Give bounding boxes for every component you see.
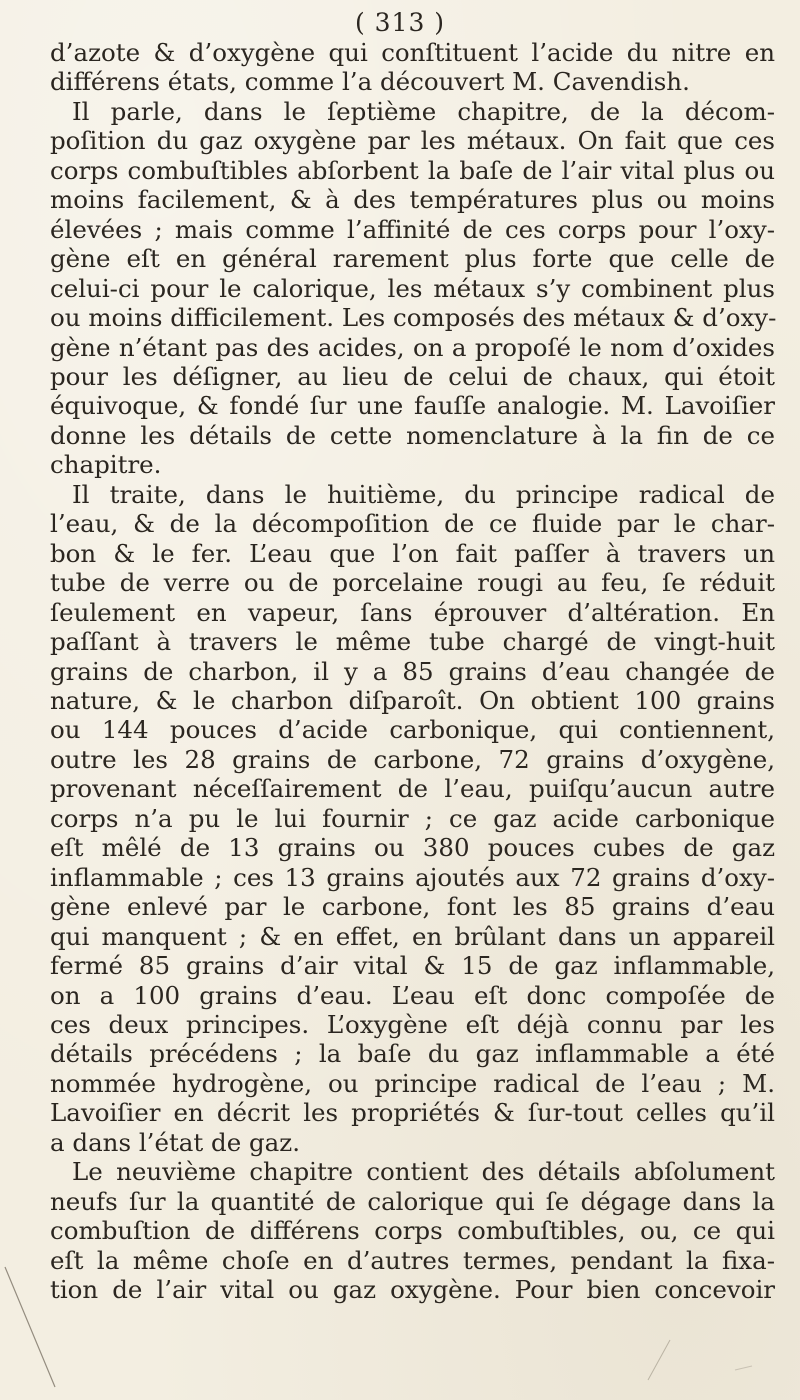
text-line: qui manquent ; & en effet, en brûlant dans un appareil (50, 921, 775, 951)
text-line: on a 100 grains d’eau. L’eau eſt donc compoſée de (50, 980, 775, 1010)
text-line: tube de verre ou de porcelaine rougi au feu, ſe réduit (50, 568, 775, 598)
text-line: outre les 28 grains de carbone, 72 grains d’oxygène, (50, 744, 775, 774)
paragraph-2 (50, 97, 775, 480)
text-line: ces deux principes. L’oxygène eſt déjà connu par les (50, 1009, 775, 1039)
text-line: gène eſt en général rarement plus forte que celle de (50, 244, 775, 274)
text-line: Le neuvième chapitre contient des détails abſolument (72, 1157, 775, 1187)
text-line: d’azote & d’oxygène qui conſtituent l’acide du nitre en (50, 38, 775, 67)
text-line: ou moins difficilement. Les composés des métaux & d’oxy- (50, 303, 777, 333)
paragraph-4 (50, 1157, 775, 1304)
text-line: détails précédens ; la baſe du gaz inflammable a été (50, 1039, 775, 1069)
paragraph-3 (50, 480, 775, 1157)
text-line: chapitre. (50, 450, 162, 480)
text-line: donne les détails de cette nomenclature à la fin de ce (50, 420, 775, 450)
text-line: provenant néceſſairement de l’eau, puiſqu’aucun autre (50, 774, 775, 804)
text-line: nommée hydrogène, ou principe radical de l’eau ; M. (50, 1068, 775, 1098)
text-line: Lavoiſier en décrit les propriétés & ſur-tout celles qu’il (50, 1098, 775, 1128)
text-line: Il traite, dans le huitième, du principe radical de (72, 479, 775, 509)
text-line: combuſtion de différens corps combuſtibles, ou, ce qui (50, 1216, 775, 1246)
text-line: gène n’étant pas des acides, on a propoſé le nom d’oxides (50, 332, 775, 362)
text-line: bon & le fer. L’eau que l’on fait paſſer à travers un (50, 538, 775, 568)
text-line: moins facilement, & à des températures plus ou moins (50, 185, 775, 215)
text-line: ou 144 pouces d’acide carbonique, qui contiennent, (50, 715, 775, 745)
text-line: celui-ci pour le calorique, les métaux s’y combinent plus (50, 273, 775, 303)
text-line: eſt la même choſe en d’autres termes, pendant la fixa- (50, 1245, 775, 1275)
text-line: élevées ; mais comme l’affinité de ces corps pour l’oxy- (50, 214, 775, 244)
text-line: ſeulement en vapeur, ſans éprouver d’altération. En (50, 597, 775, 627)
text-line: eſt mêlé de 13 grains ou 380 pouces cubes de gaz (50, 833, 775, 863)
text-line: grains de charbon, il y a 85 grains d’eau changée de (50, 656, 775, 686)
text-line: corps n’a pu le lui fournir ; ce gaz acide carbonique (50, 803, 775, 833)
text-line: a dans l’état de gaz. (50, 1127, 300, 1157)
text-line: différens états, comme l’a découvert M. Cavendish. (50, 67, 690, 97)
text-line: gène enlevé par le carbone, font les 85 grains d’eau (50, 892, 775, 922)
text-line: fermé 85 grains d’air vital & 15 de gaz inflammable, (50, 951, 775, 981)
paragraph-1 (50, 38, 775, 97)
text-line: paſſant à travers le même tube chargé de vingt-huit (50, 627, 775, 657)
text-line: inflammable ; ces 13 grains ajoutés aux 72 grains d’oxy- (50, 862, 775, 892)
page-number: ( 313 ) (354, 8, 446, 37)
text-line: équivoque, & fondé ſur une fauſſe analogie. M. Lavoiſier (50, 391, 775, 421)
text-line: neufs ſur la quantité de calorique qui ſe dégage dans la (50, 1186, 775, 1216)
text-line: l’eau, & de la décompoſition de ce fluide par le char- (50, 509, 775, 539)
text-line: Il parle, dans le ſeptième chapitre, de la décom- (72, 96, 775, 126)
body-text (50, 38, 775, 1304)
text-line: corps combuſtibles abſorbent la baſe de l’air vital plus ou (50, 155, 775, 185)
text-line: nature, & le charbon diſparoît. On obtient 100 grains (50, 685, 775, 715)
text-line: tion de l’air vital ou gaz oxygène. Pour bien concevoir (50, 1275, 775, 1305)
text-line: poſition du gaz oxygène par les métaux. On fait que ces (50, 126, 775, 156)
page-smudge-mark (640, 1330, 760, 1390)
text-line: pour les déſigner, au lieu de celui de chaux, qui étoit (50, 361, 775, 391)
